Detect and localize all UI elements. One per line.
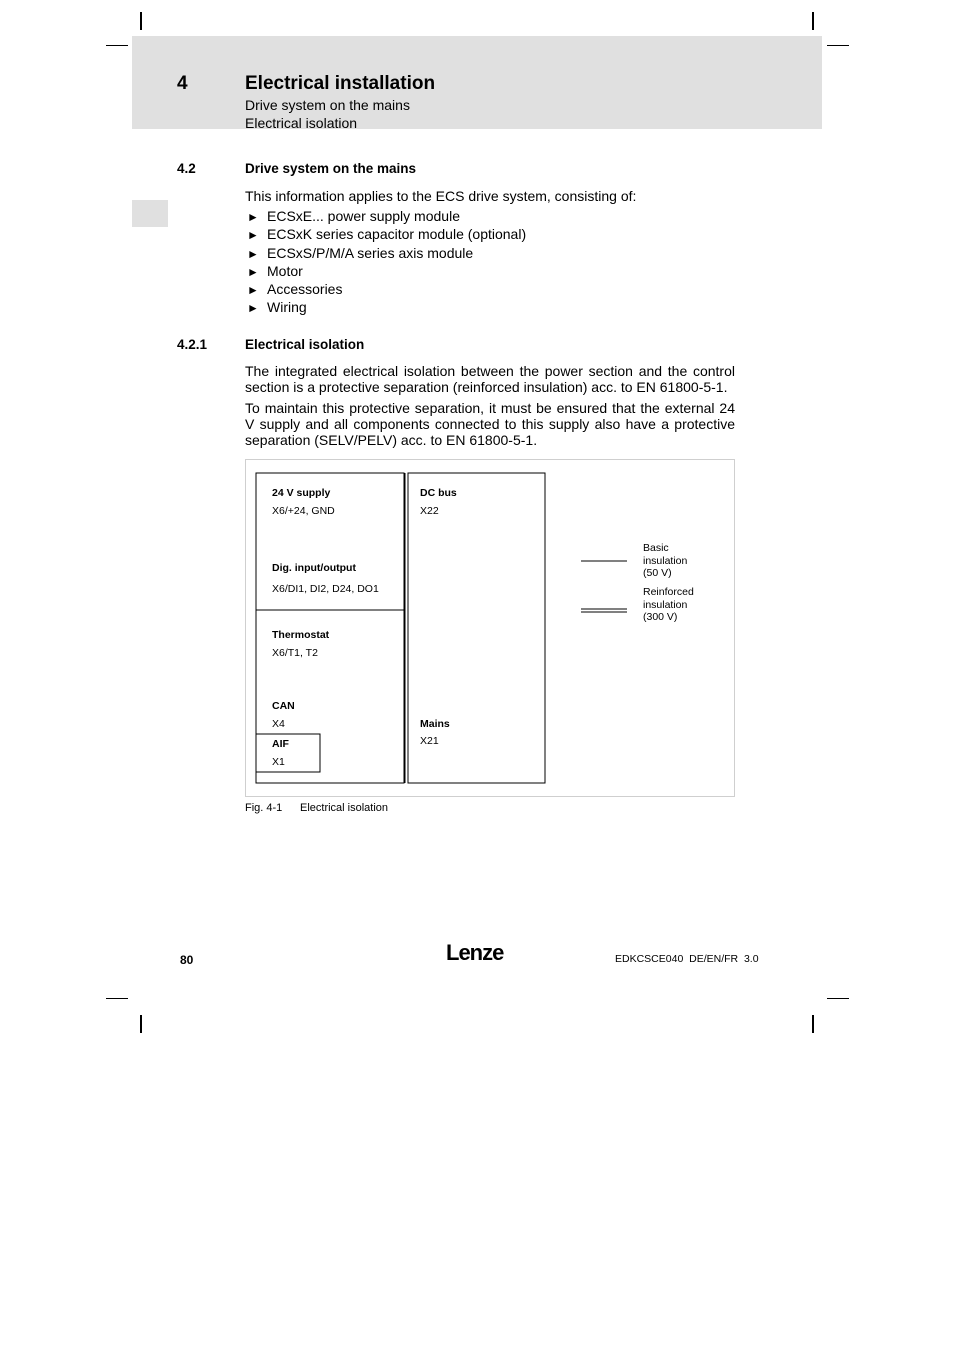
paragraph: The integrated electrical isolation between the power section and the control section is a protective separation (reinforced insulation) acc. to EN 61800-5-1. bbox=[245, 363, 735, 396]
bullet-marker: ► bbox=[247, 283, 259, 297]
legend-text: Reinforced bbox=[643, 586, 694, 598]
figure-number: Fig. 4-1 bbox=[245, 802, 283, 814]
crop-mark bbox=[140, 1015, 142, 1033]
subsection-title: Electrical isolation bbox=[245, 337, 365, 352]
thermo-title: Thermostat bbox=[272, 629, 330, 641]
crop-mark bbox=[106, 45, 128, 46]
control-section-box bbox=[256, 473, 404, 783]
crop-mark bbox=[812, 12, 814, 30]
list-item bbox=[247, 208, 460, 224]
figure-caption: Electrical isolation bbox=[300, 802, 389, 814]
mains-title: Mains bbox=[420, 718, 450, 730]
chapter-number: 4 bbox=[177, 73, 188, 94]
can-value: X4 bbox=[272, 718, 285, 730]
subsection-number: 4.2.1 bbox=[177, 337, 208, 352]
list-item-text: Accessories bbox=[267, 281, 343, 297]
header-subtitle: Electrical isolation bbox=[245, 115, 358, 131]
bullet-marker: ► bbox=[247, 265, 259, 279]
figure-electrical-isolation bbox=[245, 459, 735, 797]
supply-value: X6/+24, GND bbox=[272, 505, 335, 517]
legend-text: (50 V) bbox=[643, 567, 672, 579]
chapter-title: Electrical installation bbox=[245, 73, 436, 94]
legend-text: Basic bbox=[643, 542, 669, 554]
legend-basic bbox=[643, 542, 687, 580]
dio-value: X6/DI1, DI2, D24, DO1 bbox=[272, 583, 379, 595]
list-item-text: ECSxE... power supply module bbox=[267, 208, 460, 224]
list-item bbox=[247, 299, 307, 315]
list-item bbox=[247, 245, 473, 261]
aif-value: X1 bbox=[272, 756, 285, 768]
crop-mark bbox=[106, 998, 128, 999]
list-item-text: Wiring bbox=[267, 299, 307, 315]
dcbus-title: DC bus bbox=[420, 487, 457, 499]
bullet-marker: ► bbox=[247, 301, 259, 315]
list-item-text: ECSxK series capacitor module (optional) bbox=[267, 226, 527, 242]
section-intro: This information applies to the ECS drive system, consisting of: bbox=[245, 188, 637, 204]
legend-text: (300 V) bbox=[643, 611, 678, 623]
crop-mark bbox=[827, 45, 849, 46]
dcbus-value: X22 bbox=[420, 505, 439, 517]
supply-title: 24 V supply bbox=[272, 487, 331, 499]
crop-mark bbox=[140, 12, 142, 30]
aif-title: AIF bbox=[272, 738, 289, 750]
legend-text: insulation bbox=[643, 598, 688, 611]
list-item-text: Motor bbox=[267, 263, 303, 279]
doc-id: EDKCSCE040 DE/EN/FR 3.0 bbox=[615, 953, 759, 965]
list-item-text: ECSxS/P/M/A series axis module bbox=[267, 245, 474, 261]
thermo-value: X6/T1, T2 bbox=[272, 647, 318, 659]
header-subtitle: Drive system on the mains bbox=[245, 97, 410, 113]
paragraph: To maintain this protective separation, it must be ensured that the external 24 V supply and all components connected to this supply also have a protective separation (SELV/PELV) acc. to EN 61800-5-1. bbox=[245, 400, 735, 449]
section-title: Drive system on the mains bbox=[245, 161, 417, 176]
bullet-marker: ► bbox=[247, 210, 259, 224]
legend-text: insulation bbox=[643, 554, 688, 567]
mains-value: X21 bbox=[420, 735, 439, 747]
section-number: 4.2 bbox=[177, 161, 196, 176]
crop-mark bbox=[827, 998, 849, 999]
side-tab bbox=[132, 200, 168, 227]
list-item bbox=[247, 226, 526, 242]
page-number: 80 bbox=[180, 953, 194, 967]
legend-reinforced bbox=[643, 586, 694, 624]
list-item bbox=[247, 263, 303, 279]
can-title: CAN bbox=[272, 700, 295, 712]
lenze-logo: Lenze bbox=[446, 940, 504, 965]
bullet-marker: ► bbox=[247, 228, 259, 242]
bullet-marker: ► bbox=[247, 247, 259, 261]
dio-title: Dig. input/output bbox=[272, 562, 356, 574]
header-band bbox=[132, 36, 822, 129]
crop-mark bbox=[812, 1015, 814, 1033]
list-item bbox=[247, 281, 342, 297]
